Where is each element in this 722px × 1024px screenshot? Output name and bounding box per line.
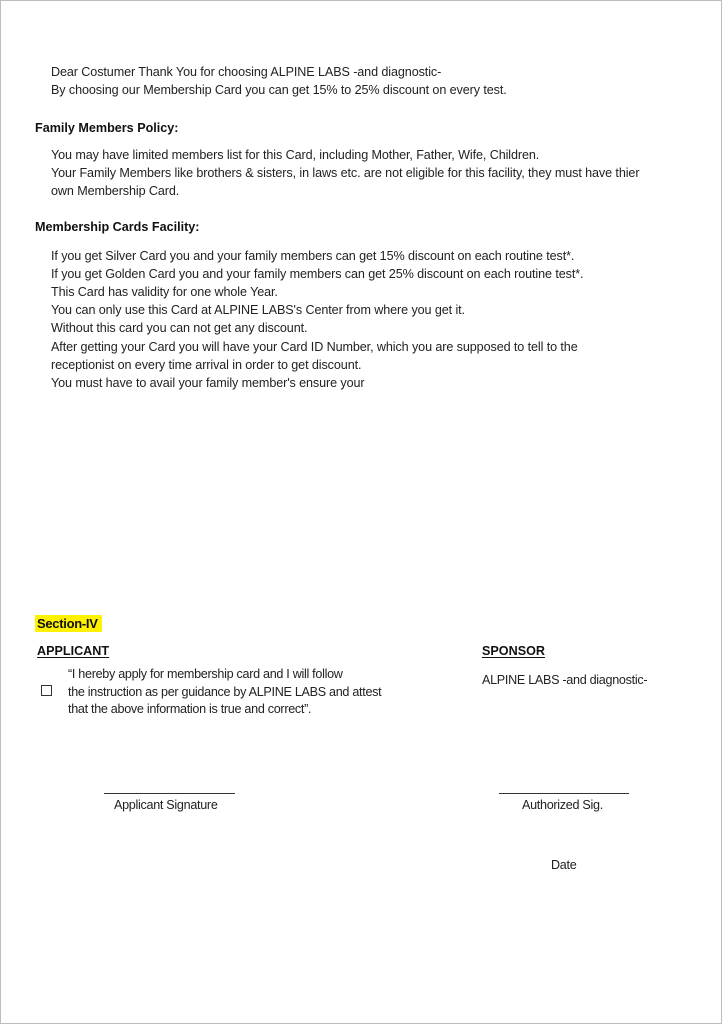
sponsor-heading: SPONSOR bbox=[482, 644, 545, 658]
facility-line: If you get Golden Card you and your family members can get 25% discount on each routine test*. bbox=[51, 267, 584, 281]
policy-line: You may have limited members list for this Card, including Mother, Father, Wife, Children. bbox=[51, 148, 540, 162]
declaration-line: “I hereby apply for membership card and I will follow bbox=[68, 667, 343, 681]
applicant-signature-label: Applicant Signature bbox=[114, 798, 218, 812]
intro-line: Dear Costumer Thank You for choosing ALPINE LABS -and diagnostic- bbox=[51, 65, 442, 79]
declaration-line: the instruction as per guidance by ALPINE LABS and attest bbox=[68, 684, 382, 699]
authorized-signature-line bbox=[499, 793, 629, 794]
facility-line: This Card has validity for one whole Year. bbox=[51, 285, 278, 299]
policy-line: own Membership Card. bbox=[51, 184, 180, 198]
card-facility-heading: Membership Cards Facility: bbox=[35, 220, 200, 234]
policy-line: Your Family Members like brothers & sisters, in laws etc. are not eligible for this facility, they must have thier bbox=[51, 166, 640, 180]
authorized-signature-label: Authorized Sig. bbox=[522, 798, 603, 812]
intro-line: By choosing our Membership Card you can get 15% to 25% discount on every test. bbox=[51, 83, 507, 97]
facility-line: receptionist on every time arrival in order to get discount. bbox=[51, 358, 362, 372]
applicant-heading: APPLICANT bbox=[37, 644, 110, 658]
sponsor-name: ALPINE LABS -and diagnostic- bbox=[482, 673, 648, 687]
declaration-checkbox[interactable] bbox=[41, 685, 52, 696]
facility-line: You can only use this Card at ALPINE LABS's Center from where you get it. bbox=[51, 303, 465, 317]
facility-line: Without this card you can not get any discount. bbox=[51, 321, 308, 335]
facility-line: You must have to avail your family member's ensure your bbox=[51, 376, 365, 390]
family-policy-heading: Family Members Policy: bbox=[35, 121, 179, 135]
applicant-signature-line bbox=[104, 793, 235, 794]
date-label: Date bbox=[551, 858, 577, 872]
facility-line: After getting your Card you will have your Card ID Number, which you are supposed to tell to the bbox=[51, 340, 578, 354]
facility-line: If you get Silver Card you and your family members can get 15% discount on each routine test*. bbox=[51, 249, 575, 263]
declaration-line: that the above information is true and correct”. bbox=[68, 702, 312, 716]
declaration-text bbox=[68, 666, 381, 719]
section-iv-label: Section-IV bbox=[35, 615, 102, 632]
